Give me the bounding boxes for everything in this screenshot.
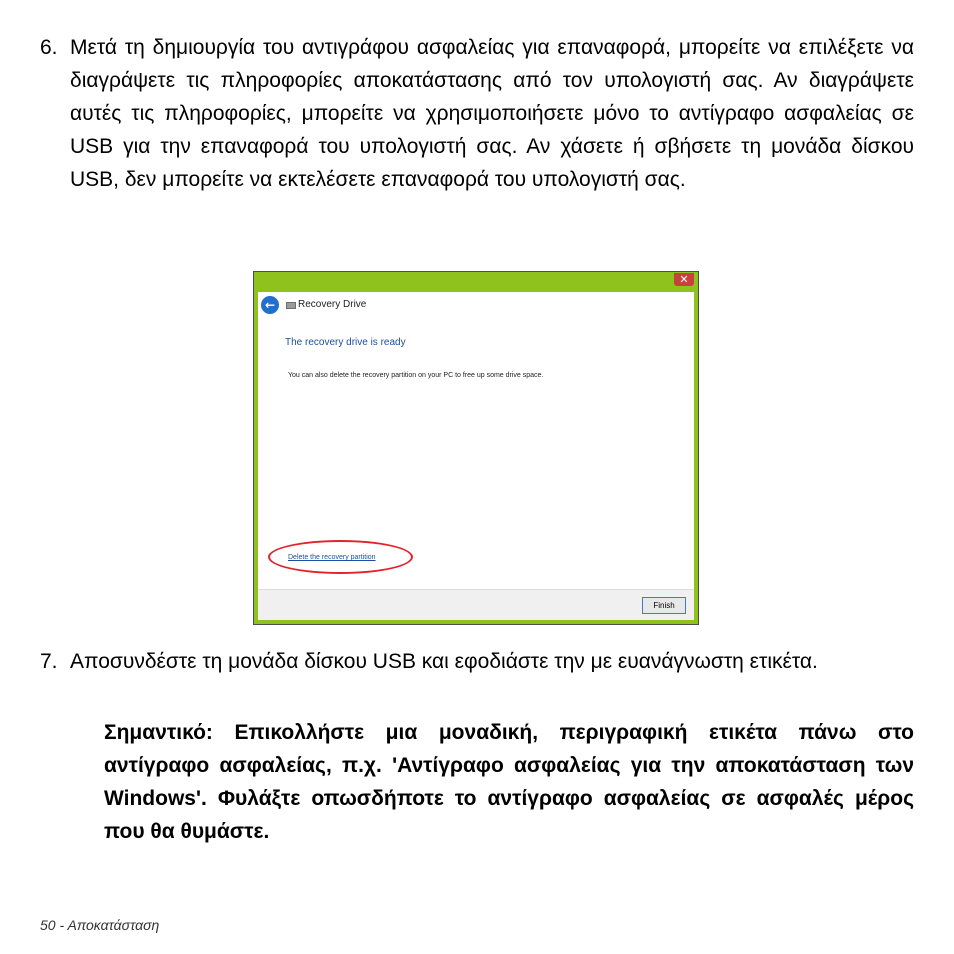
step-7-text: Αποσυνδέστε τη μονάδα δίσκου USB και εφοδιάστε την με ευανάγνωστη ετικέτα. — [70, 650, 818, 673]
window-title: Recovery Drive — [298, 299, 367, 310]
delete-recovery-partition-link[interactable]: Delete the recovery partition — [288, 554, 376, 561]
ready-heading: The recovery drive is ready — [285, 337, 406, 348]
step-7-number: 7. — [40, 650, 58, 673]
step-6 — [40, 31, 914, 196]
step-6-text: Μετά τη δημιουργία του αντιγράφου ασφαλείας για επαναφορά, μπορείτε να επιλέξετε να διαγράψετε τις πληροφορίες αποκατάστασης από τον υπολογιστή σας. Αν διαγράψετε αυτές τις πληροφορίες, μπορείτε να χρησιμοποιήσετε μόνο το αντίγραφο ασφαλείας σε USB για την επαναφορά του υπολογιστή σας. Αν χάσετε ή σβήσετε τη μονάδα δίσκου USB, δεν μπορείτε να εκτελέσετε επαναφορά του υπολογιστή σας. — [70, 36, 914, 191]
page-footer: 50 - Αποκατάσταση — [40, 917, 160, 933]
back-arrow-icon[interactable]: ← — [261, 296, 279, 314]
window-topbar — [258, 292, 694, 320]
finish-button[interactable]: Finish — [642, 597, 686, 614]
usb-drive-icon — [286, 302, 296, 309]
step-7 — [40, 645, 914, 678]
important-note: Σημαντικό: Επικολλήστε μια μοναδική, περιγραφική ετικέτα πάνω στο αντίγραφο ασφαλείας, π.χ. 'Αντίγραφο ασφαλείας για την αποκατάσταση των Windows'. Φυλάξτε οπωσδήποτε το αντίγραφο ασφαλείας σε ασφαλές μέρος που θα θυμάστε. — [104, 721, 914, 843]
close-icon[interactable]: ✕ — [674, 273, 694, 286]
recovery-drive-screenshot — [253, 271, 699, 625]
button-bar — [258, 589, 694, 620]
step-6-number: 6. — [40, 36, 58, 59]
window-body — [258, 292, 694, 620]
delete-partition-description: You can also delete the recovery partition on your PC to free up some drive space. — [288, 372, 544, 379]
